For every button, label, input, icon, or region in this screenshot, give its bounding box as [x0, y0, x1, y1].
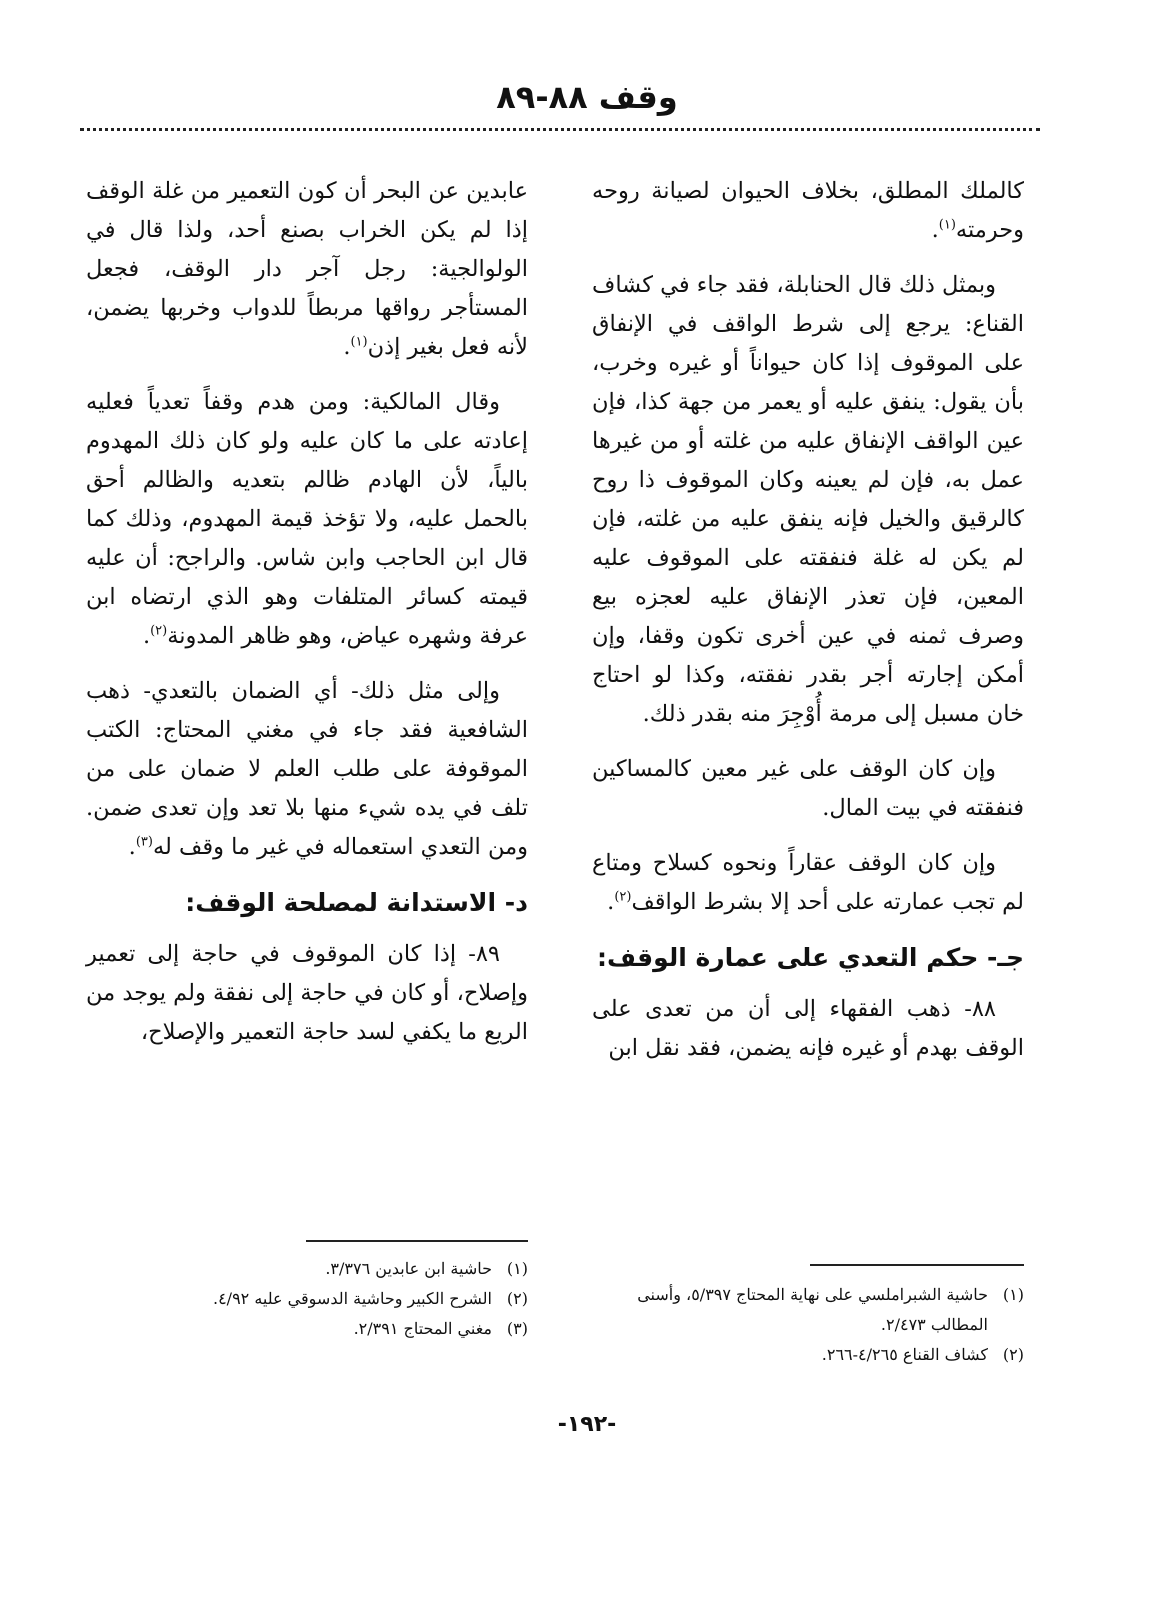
paragraph-right-3: وإن كان الوقف على غير معين كالمساكين فنفقته في بيت المال. — [592, 756, 1024, 821]
footnote-text: حاشية الشبراملسي على نهاية المحتاج ٥/٣٩٧، وأسنى المطالب ٢/٤٧٣. — [637, 1285, 988, 1334]
footnote-item — [96, 1254, 528, 1284]
right-column — [592, 172, 1024, 1084]
paragraph-end: . — [343, 334, 351, 360]
paragraph-right-5: ٨٨- ذهب الفقهاء إلى أن من تعدى على الوقف بهدم أو غيره فإنه يضمن، فقد نقل ابن — [592, 996, 1024, 1061]
footnote-ref[interactable]: (٣) — [135, 834, 153, 850]
paragraph-end: . — [607, 889, 615, 915]
header-dotted-divider — [80, 128, 1040, 131]
footnote-number: (٣) — [506, 1319, 528, 1338]
paragraph-text: وإن كان الوقف عقاراً ونحوه كسلاح ومتاع لم تجب عمارته على أحد إلا بشرط الواقف — [592, 850, 1024, 915]
footnotes-right — [592, 1280, 1024, 1370]
page-header-title: وقف ٨٨-٨٩ — [496, 78, 678, 116]
paragraph-right-2: وبمثل ذلك قال الحنابلة، فقد جاء في كشاف القناع: يرجع إلى شرط الواقف في الإنفاق على الموقوف إذا كان حيواناً أو غيره وخرب، بأن يقول: ينفق عليه أو يعمر من جهة كذا، فإن عين الواقف الإنفاق عليه من غلته أو من غيرها عمل به، فإن لم يعينه وكان الموقوف ذا روح كالرقيق والخيل فإنه ينفق عليه من غلته، فإن لم يكن له غلة فنفقته على الموقوف عليه المعين، فإن تعذر الإنفاق عليه لعجزه بيع وصرف ثمنه في عين أخرى تكون وقفا، وإن أمكن إجارته أجر بقدر نفقته، وكذا لو احتاج خان مسبل إلى مرمة أُوْجِرَ منه بقدر ذلك. — [592, 272, 1024, 727]
paragraph-text: وإلى مثل ذلك- أي الضمان بالتعدي- ذهب الشافعية فقد جاء في مغني المحتاج: الكتب الموقوفة على طلب العلم لا ضمان على من تلف في يده شيء منها بلا تعد وإن تعدى ضمن. ومن التعدي استعماله في غير ما وقف له — [86, 678, 528, 860]
paragraph-left-1 — [86, 172, 528, 367]
footnote-number: (١) — [506, 1259, 528, 1278]
footnote-ref[interactable]: (١) — [938, 217, 956, 233]
paragraph-text: عابدين عن البحر أن كون التعمير من غلة الوقف إذا لم يكن الخراب بصنع أحد، ولذا قال في الولوالجية: رجل آجر دار الوقف، فجعل المستأجر رواقها مربطاً للدواب وخربها يضمن، لأنه فعل بغير إذن — [86, 178, 528, 360]
paragraph-right-4 — [592, 844, 1024, 922]
footnote-divider-right — [810, 1264, 1024, 1266]
paragraph-left-4: ٨٩- إذا كان الموقوف في حاجة إلى تعمير وإصلاح، أو كان في حاجة إلى نفقة ولم يوجد من الريع ما يكفي لسد حاجة التعمير والإصلاح، — [86, 941, 528, 1045]
paragraph-text: كالملك المطلق، بخلاف الحيوان لصيانة روحه وحرمته — [592, 178, 1024, 243]
paragraph-right-1 — [592, 172, 1024, 250]
footnote-divider-left — [306, 1240, 528, 1242]
paragraph-end: . — [931, 217, 939, 243]
footnote-item — [96, 1284, 528, 1314]
footnote-text: مغني المحتاج ٢/٣٩١. — [353, 1319, 492, 1338]
footnote-number: (١) — [1002, 1285, 1024, 1304]
footnote-text: حاشية ابن عابدين ٣/٣٧٦. — [325, 1259, 492, 1278]
footnote-item — [592, 1280, 1024, 1340]
footnote-item — [592, 1340, 1024, 1370]
paragraph-end: . — [128, 834, 136, 860]
footnotes-left — [96, 1254, 528, 1344]
section-heading-c: جـ- حكم التعدي على عمارة الوقف: — [597, 943, 1024, 972]
section-heading-d: د- الاستدانة لمصلحة الوقف: — [185, 888, 528, 917]
left-column — [86, 172, 528, 1068]
footnote-text: الشرح الكبير وحاشية الدسوقي عليه ٤/٩٢. — [212, 1289, 492, 1308]
paragraph-left-2 — [86, 383, 528, 656]
footnote-number: (٢) — [1002, 1345, 1024, 1364]
page-number: -١٩٢- — [557, 1412, 617, 1437]
footnote-text: كشاف القناع ٤/٢٦٥-٢٦٦. — [821, 1345, 988, 1364]
paragraph-left-3 — [86, 672, 528, 867]
footnote-number: (٢) — [506, 1289, 528, 1308]
paragraph-end: . — [142, 623, 151, 649]
footnote-ref[interactable]: (١) — [350, 334, 368, 350]
paragraph-text: وقال المالكية: ومن هدم وقفاً تعدياً فعليه إعادته على ما كان عليه ولو كان ذلك المهدوم بالياً، لأن الهادم ظالم بتعديه والظالم أحق بالحمل عليه، ولا تؤخذ قيمة المهدوم، وذلك كما قال ابن الحاجب وابن شاس. والراجح: أن عليه قيمته كسائر المتلفات وهو الذي ارتضاه ابن عرفة وشهره عياض، وهو ظاهر المدونة — [86, 389, 528, 649]
footnote-ref[interactable]: (٢) — [150, 623, 168, 639]
footnote-item — [96, 1314, 528, 1344]
footnote-ref[interactable]: (٢) — [614, 889, 632, 905]
